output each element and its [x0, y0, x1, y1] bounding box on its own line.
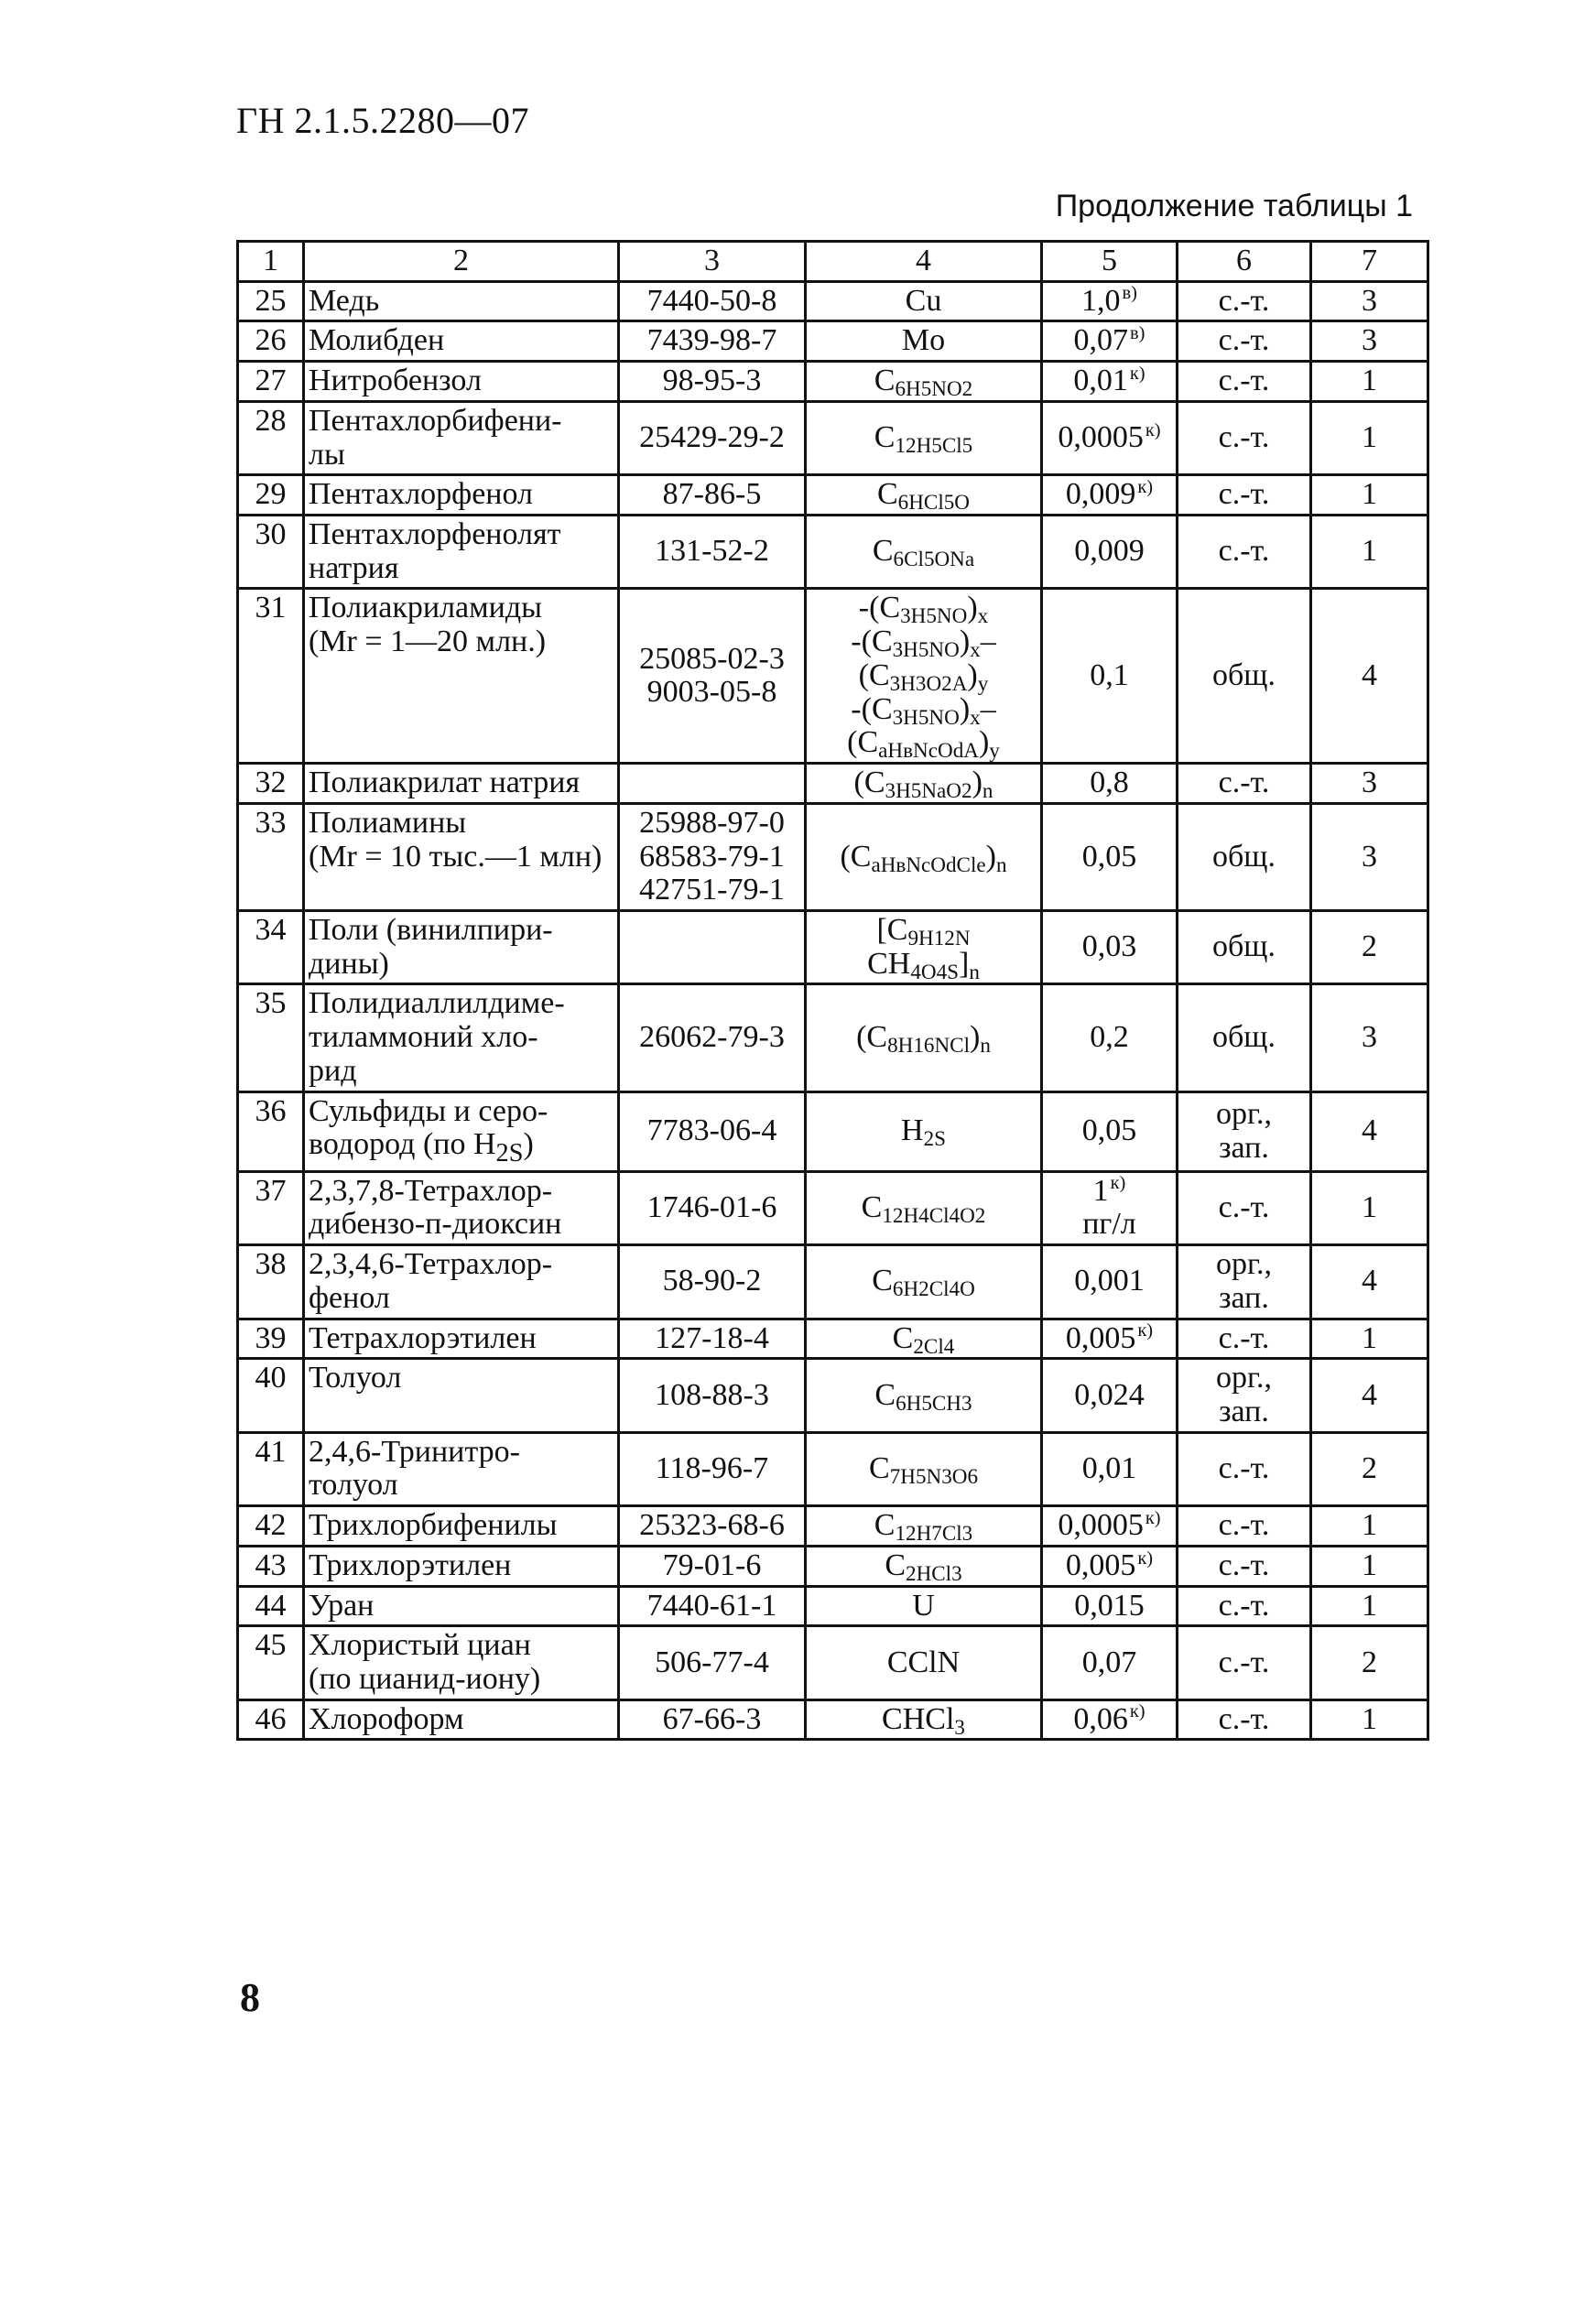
- substance-name: Полидиаллилдиме- тиламмоний хло- рид: [304, 984, 619, 1091]
- table-row: [238, 321, 1428, 362]
- substance-name: Молибден: [304, 321, 619, 362]
- substance-name: 2,4,6-Тринитро- толуол: [304, 1432, 619, 1505]
- substance-name: 2,3,4,6-Тетрахлор- фенол: [304, 1245, 619, 1319]
- norm-value: 0,024: [1042, 1359, 1178, 1432]
- cas-number: 118-96-7: [619, 1432, 806, 1505]
- cas-number: 7440-50-8: [619, 281, 806, 321]
- hazard-sign: с.-т.: [1178, 281, 1311, 321]
- hazard-sign: орг., зап.: [1178, 1091, 1311, 1171]
- row-number: 42: [238, 1506, 304, 1547]
- table-row: [238, 281, 1428, 321]
- norm-value: $0,005^{к)}$: [1042, 1319, 1178, 1359]
- row-number: 28: [238, 401, 304, 474]
- hazard-class: 4: [1311, 1091, 1428, 1171]
- hazard-sign: с.-т.: [1178, 321, 1311, 362]
- substance-name: Толуол: [304, 1359, 619, 1432]
- column-header: 7: [1311, 242, 1428, 282]
- hazard-class: 1: [1311, 1319, 1428, 1359]
- chemical-formula: $C_{6Cl5ONa}$: [806, 516, 1042, 589]
- norm-value: $0,0005^{к)}$: [1042, 401, 1178, 474]
- hazard-sign: общ.: [1178, 984, 1311, 1091]
- chemical-formula: $(C_{3H5NaO2})_n$: [806, 764, 1042, 804]
- table-row: [238, 589, 1428, 764]
- hazard-sign: общ.: [1178, 803, 1311, 910]
- row-number: 44: [238, 1586, 304, 1626]
- chemical-formula: $C_{6H5CH3}$: [806, 1359, 1042, 1432]
- hazard-class: 1: [1311, 475, 1428, 516]
- norm-value: 0,8: [1042, 764, 1178, 804]
- hazard-sign: орг., зап.: [1178, 1359, 1311, 1432]
- cas-number: 25988-97-0 68583-79-1 42751-79-1: [619, 803, 806, 910]
- substance-name: Уран: [304, 1586, 619, 1626]
- norm-value: 0,03: [1042, 910, 1178, 983]
- substance-name: Медь: [304, 281, 619, 321]
- norm-value: 0,009: [1042, 516, 1178, 589]
- chemical-formula: Cu: [806, 281, 1042, 321]
- hazard-sign: общ.: [1178, 589, 1311, 764]
- hazard-class: 1: [1311, 1506, 1428, 1547]
- cas-number: 58-90-2: [619, 1245, 806, 1319]
- hazard-class: 1: [1311, 1546, 1428, 1586]
- substance-name: 2,3,7,8-Тетрахлор- дибензо-п-диоксин: [304, 1171, 619, 1244]
- hazard-sign: с.-т.: [1178, 764, 1311, 804]
- cas-number: 87-86-5: [619, 475, 806, 516]
- chemical-formula: $H_{2S}$: [806, 1091, 1042, 1171]
- norm-value: $0,01^{к)}$: [1042, 362, 1178, 402]
- row-number: 27: [238, 362, 304, 402]
- norm-value: $0,0005^{к)}$: [1042, 1506, 1178, 1547]
- norm-value: $1^{к)}$ пг/л: [1042, 1171, 1178, 1244]
- chemical-formula: $(C_{8H16NCl})_n$: [806, 984, 1042, 1091]
- table-row: [238, 1432, 1428, 1505]
- row-number: 29: [238, 475, 304, 516]
- hazard-sign: общ.: [1178, 910, 1311, 983]
- substance-name: Трихлорбифенилы: [304, 1506, 619, 1547]
- header-row: [238, 242, 1428, 282]
- page-number: 8: [240, 1975, 260, 2020]
- hazard-class: 2: [1311, 910, 1428, 983]
- norm-value: 0,2: [1042, 984, 1178, 1091]
- chemical-formula: U: [806, 1586, 1042, 1626]
- norm-value: $0,009^{к)}$: [1042, 475, 1178, 516]
- row-number: 30: [238, 516, 304, 589]
- cas-number: 25323-68-6: [619, 1506, 806, 1547]
- norm-value: $0,06^{к)}$: [1042, 1699, 1178, 1740]
- row-number: 26: [238, 321, 304, 362]
- substance-name: Полиамины (Mr = 10 тыс.—1 млн): [304, 803, 619, 910]
- chemical-formula: CHCl$_3$: [806, 1699, 1042, 1740]
- hazard-sign: с.-т.: [1178, 516, 1311, 589]
- table-row: [238, 910, 1428, 983]
- hazard-sign: с.-т.: [1178, 401, 1311, 474]
- norm-value: 0,05: [1042, 1091, 1178, 1171]
- substance-name: Пентахлорбифени- лы: [304, 401, 619, 474]
- hazard-class: 1: [1311, 1699, 1428, 1740]
- hazard-class: 2: [1311, 1432, 1428, 1505]
- hazard-class: 3: [1311, 803, 1428, 910]
- chemical-formula: $C_{7H5N3O6}$: [806, 1432, 1042, 1505]
- chemical-formula: $C_{12H4Cl4O2}$: [806, 1171, 1042, 1244]
- hazard-sign: с.-т.: [1178, 1506, 1311, 1547]
- table-row: [238, 362, 1428, 402]
- row-number: 39: [238, 1319, 304, 1359]
- cas-number: 7783-06-4: [619, 1091, 806, 1171]
- hazard-class: 3: [1311, 764, 1428, 804]
- hazard-class: 3: [1311, 984, 1428, 1091]
- table-row: [238, 1319, 1428, 1359]
- row-number: 37: [238, 1171, 304, 1244]
- cas-number: 108-88-3: [619, 1359, 806, 1432]
- row-number: 34: [238, 910, 304, 983]
- row-number: 33: [238, 803, 304, 910]
- hazard-sign: орг., зап.: [1178, 1245, 1311, 1319]
- cas-number: 127-18-4: [619, 1319, 806, 1359]
- cas-number: [619, 764, 806, 804]
- substance-name: Пентахлорфенол: [304, 475, 619, 516]
- column-header: 5: [1042, 242, 1178, 282]
- chemical-formula: $C_{12H5Cl5}$: [806, 401, 1042, 474]
- table-row: [238, 984, 1428, 1091]
- chemical-formula: $-(C_{3H5NO})_x$ $-(C_{3H5NO})_x-$ $(C_{3H3O2A})_y$ $-(C_{3H5NO})_x-$ $(C_{aHвNcOdA})_y$: [806, 589, 1042, 764]
- table-body: [238, 281, 1428, 1740]
- cas-number: 26062-79-3: [619, 984, 806, 1091]
- substance-name: Нитробензол: [304, 362, 619, 402]
- table-row: [238, 1586, 1428, 1626]
- hazard-sign: с.-т.: [1178, 1699, 1311, 1740]
- norm-value: $0,07^{в)}$: [1042, 321, 1178, 362]
- row-number: 43: [238, 1546, 304, 1586]
- column-header: 6: [1178, 242, 1311, 282]
- hazard-sign: с.-т.: [1178, 362, 1311, 402]
- row-number: 36: [238, 1091, 304, 1171]
- row-number: 35: [238, 984, 304, 1091]
- row-number: 31: [238, 589, 304, 764]
- cas-number: 25429-29-2: [619, 401, 806, 474]
- row-number: 41: [238, 1432, 304, 1505]
- table-row: [238, 803, 1428, 910]
- cas-number: 131-52-2: [619, 516, 806, 589]
- cas-number: 25085-02-3 9003-05-8: [619, 589, 806, 764]
- hazard-class: 4: [1311, 589, 1428, 764]
- norm-value: 0,001: [1042, 1245, 1178, 1319]
- hazard-sign: с.-т.: [1178, 1626, 1311, 1699]
- substances-table: [236, 240, 1429, 1741]
- row-number: 32: [238, 764, 304, 804]
- cas-number: 506-77-4: [619, 1626, 806, 1699]
- norm-value: 0,07: [1042, 1626, 1178, 1699]
- substance-name: Трихлорэтилен: [304, 1546, 619, 1586]
- table-row: [238, 516, 1428, 589]
- table-row: [238, 1506, 1428, 1547]
- row-number: 25: [238, 281, 304, 321]
- hazard-sign: с.-т.: [1178, 475, 1311, 516]
- substance-name: Сульфиды и серо- водород (по $H_{2S}$): [304, 1091, 619, 1171]
- row-number: 40: [238, 1359, 304, 1432]
- norm-value: $0,005^{к)}$: [1042, 1546, 1178, 1586]
- cas-number: 67-66-3: [619, 1699, 806, 1740]
- chemical-formula: Mo: [806, 321, 1042, 362]
- table-row: [238, 1171, 1428, 1244]
- cas-number: 1746-01-6: [619, 1171, 806, 1244]
- hazard-class: 2: [1311, 1626, 1428, 1699]
- substance-name: Хлористый циан (по цианид-иону): [304, 1626, 619, 1699]
- table-row: [238, 764, 1428, 804]
- chemical-formula: $C_{2HCl3}$: [806, 1546, 1042, 1586]
- norm-value: 0,015: [1042, 1586, 1178, 1626]
- norm-value: 0,05: [1042, 803, 1178, 910]
- chemical-formula: $C_{12H7Cl3}$: [806, 1506, 1042, 1547]
- hazard-class: 1: [1311, 1586, 1428, 1626]
- row-number: 46: [238, 1699, 304, 1740]
- hazard-class: 1: [1311, 516, 1428, 589]
- hazard-sign: с.-т.: [1178, 1432, 1311, 1505]
- hazard-class: 4: [1311, 1359, 1428, 1432]
- chemical-formula: $C_{6H2Cl4O}$: [806, 1245, 1042, 1319]
- norm-value: 0,01: [1042, 1432, 1178, 1505]
- substance-name: Пентахлорфенолят натрия: [304, 516, 619, 589]
- hazard-sign: с.-т.: [1178, 1171, 1311, 1244]
- cas-number: 7439-98-7: [619, 321, 806, 362]
- table-row: [238, 1626, 1428, 1699]
- hazard-class: 1: [1311, 401, 1428, 474]
- chemical-formula: $C_{6HCl5O}$: [806, 475, 1042, 516]
- hazard-class: 1: [1311, 1171, 1428, 1244]
- table-row: [238, 1245, 1428, 1319]
- column-header: 1: [238, 242, 304, 282]
- row-number: 38: [238, 1245, 304, 1319]
- document-code: ГН 2.1.5.2280—07: [236, 100, 530, 141]
- norm-value: 0,1: [1042, 589, 1178, 764]
- cas-number: 7440-61-1: [619, 1586, 806, 1626]
- row-number: 45: [238, 1626, 304, 1699]
- chemical-formula: [$C_{9H12N}$ $CH_{4O4S}]_n$: [806, 910, 1042, 983]
- substance-name: Полиакриламиды (Mr = 1—20 млн.): [304, 589, 619, 764]
- table-row: [238, 401, 1428, 474]
- hazard-class: 1: [1311, 362, 1428, 402]
- substance-name: Тетрахлорэтилен: [304, 1319, 619, 1359]
- table-caption: Продолжение таблицы 1: [1055, 189, 1413, 223]
- chemical-formula: CClN: [806, 1626, 1042, 1699]
- table-row: [238, 475, 1428, 516]
- table-row: [238, 1699, 1428, 1740]
- substance-name: Поли (винилпири- дины): [304, 910, 619, 983]
- column-header: 2: [304, 242, 619, 282]
- hazard-sign: с.-т.: [1178, 1319, 1311, 1359]
- column-header: 3: [619, 242, 806, 282]
- cas-number: 98-95-3: [619, 362, 806, 402]
- chemical-formula: $C_{2Cl4}$: [806, 1319, 1042, 1359]
- hazard-class: 3: [1311, 281, 1428, 321]
- table-row: [238, 1091, 1428, 1171]
- cas-number: 79-01-6: [619, 1546, 806, 1586]
- table-row: [238, 1546, 1428, 1586]
- chemical-formula: $C_{6H5NO2}$: [806, 362, 1042, 402]
- substance-name: Полиакрилат натрия: [304, 764, 619, 804]
- norm-value: $1,0^{в)}$: [1042, 281, 1178, 321]
- cas-number: [619, 910, 806, 983]
- hazard-sign: с.-т.: [1178, 1546, 1311, 1586]
- hazard-sign: с.-т.: [1178, 1586, 1311, 1626]
- hazard-class: 4: [1311, 1245, 1428, 1319]
- hazard-class: 3: [1311, 321, 1428, 362]
- substance-name: Хлороформ: [304, 1699, 619, 1740]
- column-header: 4: [806, 242, 1042, 282]
- chemical-formula: $(C_{aHвNcOdCle})_n$: [806, 803, 1042, 910]
- table-row: [238, 1359, 1428, 1432]
